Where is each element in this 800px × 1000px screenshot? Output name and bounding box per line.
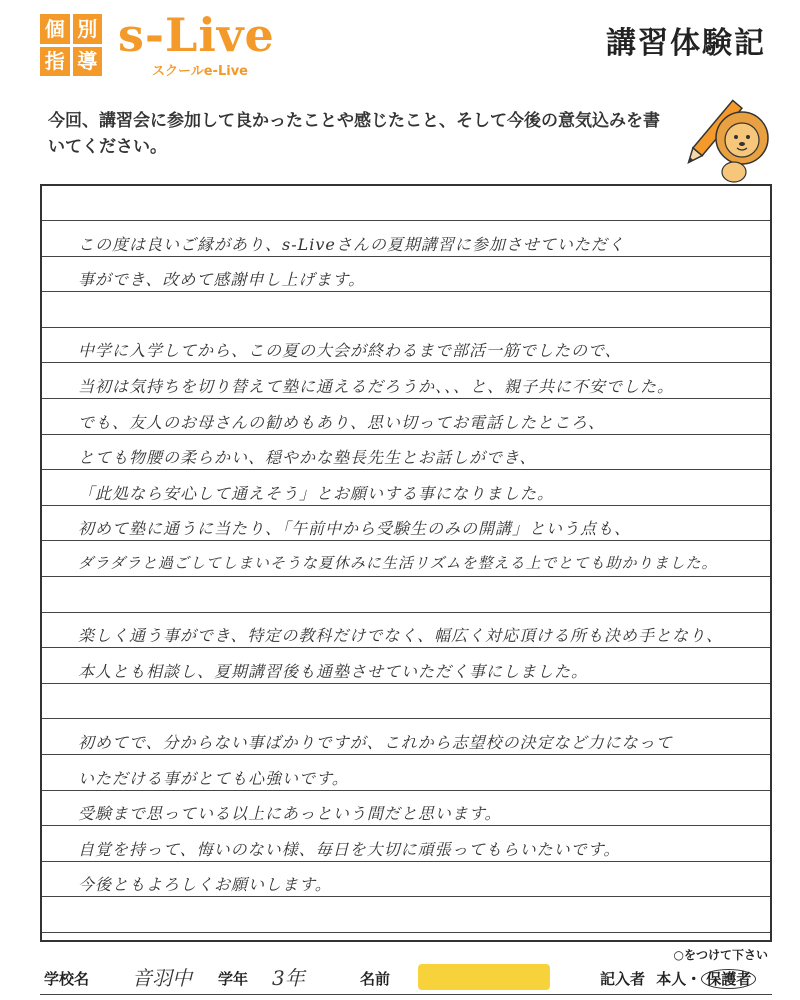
- school-label: 学校名: [44, 970, 90, 988]
- ruled-line: [42, 896, 770, 897]
- grade-value: 3年: [272, 966, 305, 990]
- instruction-text: 今回、講習会に参加して良かったことや感じたこと、そして今後の意気込みを書いてください。: [48, 111, 660, 157]
- essay-line: 楽しく通う事ができ、特定の教科だけでなく、幅広く対応頂ける所も決め手となり、: [78, 626, 724, 646]
- essay-line: 受験まで思っている以上にあっという間だと思います。: [78, 804, 502, 824]
- ruled-line: [42, 327, 770, 328]
- essay-line: 当初は気持ちを切り替えて塾に通えるだろうか、、、と、親子共に不安でした。: [78, 377, 675, 396]
- ruled-line: [42, 754, 770, 755]
- logo-boxes: [40, 14, 102, 76]
- ruled-line: [42, 256, 770, 257]
- essay-sheet: [40, 184, 772, 942]
- writer-separator: ・: [686, 970, 702, 988]
- ruled-line: [42, 683, 770, 684]
- writer-label: 記入者: [600, 970, 646, 988]
- essay-line: 事ができ、改めて感謝申し上げます。: [78, 270, 366, 290]
- ruled-line: [42, 505, 770, 506]
- grade-label: 学年: [218, 970, 249, 988]
- essay-line: この度は良いご縁があり、s-Liveさんの夏期講習に参加させていただく: [78, 234, 625, 254]
- name-redaction: [418, 964, 550, 990]
- ruled-line: [42, 398, 770, 399]
- writer-option-self: 本人: [656, 970, 687, 988]
- essay-line: ダラダラと過ごしてしまいそうな夏休みに生活リズムを整える上でとても助かりました。: [78, 554, 718, 572]
- ruled-line: [42, 612, 770, 613]
- ruled-line: [42, 469, 770, 470]
- logo-char: 別: [73, 14, 103, 44]
- brand-subtitle: スクールe-Live: [152, 64, 248, 79]
- ruled-line: [42, 291, 770, 292]
- ruled-line: [42, 540, 770, 541]
- lion-with-pencil-icon: [676, 96, 776, 186]
- logo-char: 指: [40, 47, 70, 77]
- essay-line: 中学に入学してから、この夏の大会が終わるまで部活一筋でしたので、: [78, 341, 622, 361]
- logo-char: 個: [40, 14, 70, 44]
- ruled-line: [42, 718, 770, 719]
- essay-line: 本人とも相談し、夏期講習後も通塾させていただく事にしました。: [78, 661, 589, 681]
- writer-option-guardian: 保護者: [701, 969, 756, 989]
- ruled-line: [42, 220, 770, 221]
- essay-line: 初めて塾に通うに当たり、「午前中から受験生のみの開講」という点も、: [78, 519, 632, 539]
- ruled-line: [42, 434, 770, 435]
- school-value: 音羽中: [132, 966, 192, 990]
- essay-line: 初めてで、分からない事ばかりですが、これから志望校の決定など力になって: [78, 733, 673, 752]
- ruled-line: [42, 790, 770, 791]
- ruled-line: [42, 932, 770, 933]
- essay-line: とても物腰の柔らかい、穏やかな塾長先生とお話しができ、: [78, 448, 537, 468]
- brand-logo: s-Live: [118, 8, 275, 62]
- ruled-line: [42, 647, 770, 648]
- ruled-line: [42, 861, 770, 862]
- ruled-line: [42, 576, 770, 577]
- essay-line: 自覚を持って、悔いのない様、毎日を大切に頑張ってもらいたいです。: [78, 839, 621, 859]
- essay-line: でも、友人のお母さんの勧めもあり、思い切ってお電話したところ、: [78, 412, 606, 432]
- footer-line: [40, 994, 772, 995]
- footer: [40, 942, 772, 1000]
- footer-note: ○をつけて下さい: [673, 948, 768, 962]
- essay-line: 「此処なら安心して通えそう」とお願いする事になりました。: [78, 483, 555, 503]
- logo-char: 導: [73, 47, 103, 77]
- essay-line: いただける事がとても心強いです。: [78, 768, 349, 788]
- ruled-line: [42, 362, 770, 363]
- writer-field: [600, 968, 756, 989]
- page-title: 講習体験記: [606, 26, 766, 61]
- essay-line: 今後ともよろしくお願いします。: [78, 875, 332, 895]
- ruled-line: [42, 825, 770, 826]
- name-label: 名前: [360, 970, 391, 988]
